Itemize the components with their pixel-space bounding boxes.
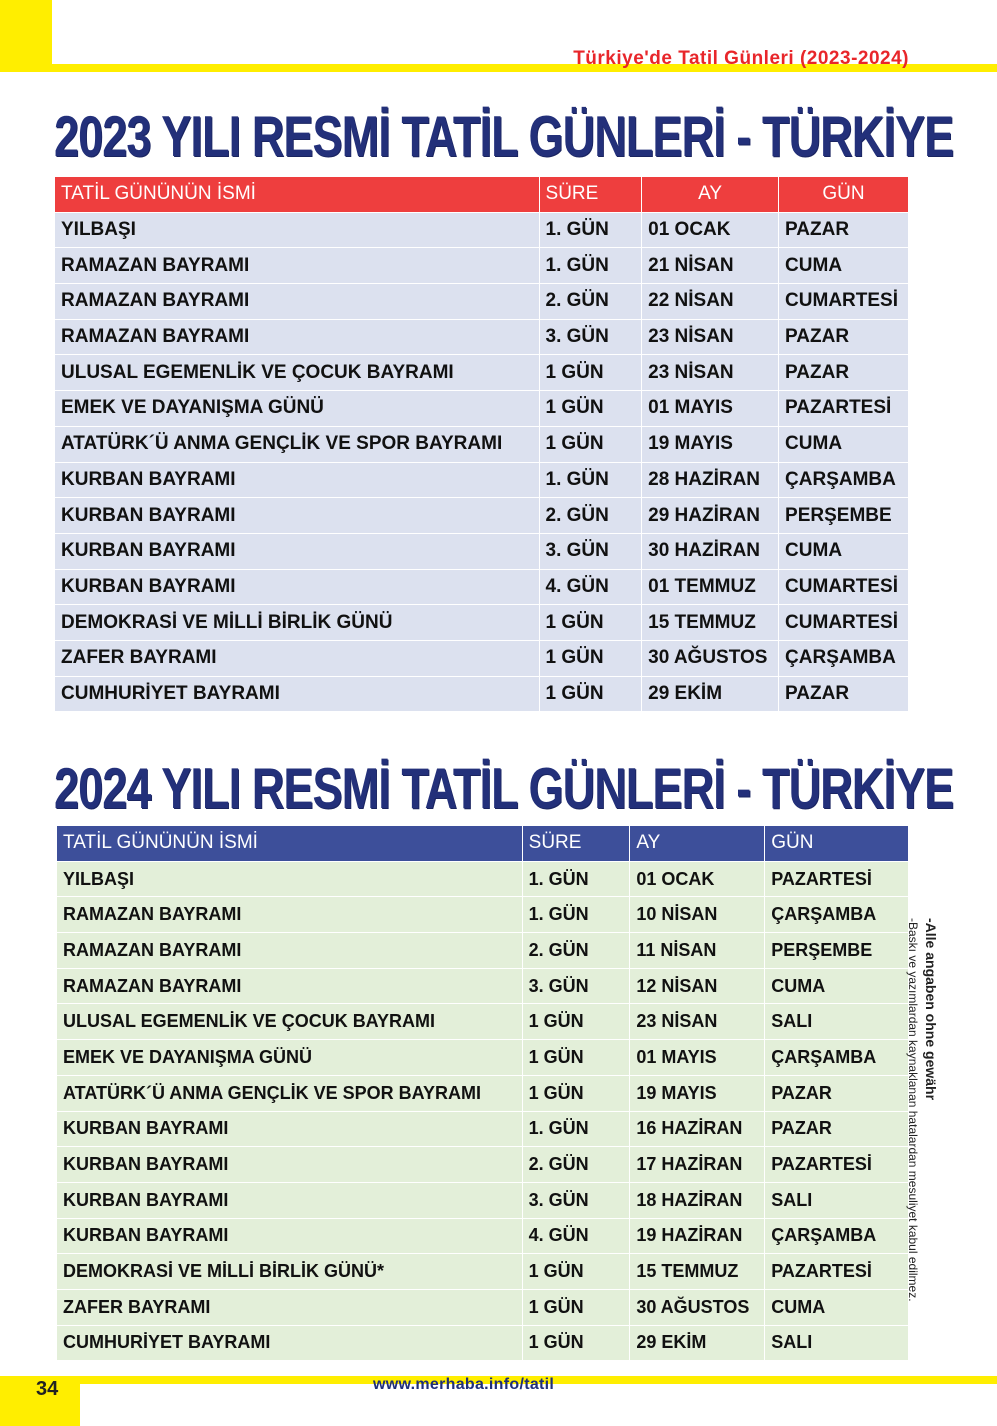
yellow-corner-top: [0, 0, 52, 72]
holiday-name-cell: YILBAŞI: [57, 861, 523, 897]
table-row: [55, 533, 909, 569]
duration-cell: 1 GÜN: [522, 1040, 630, 1076]
month-cell: 29 EKİM: [630, 1325, 765, 1361]
column-header-month: AY: [642, 177, 779, 213]
month-cell: 15 TEMMUZ: [630, 1254, 765, 1290]
table-row: [57, 897, 909, 933]
table-row: [55, 391, 909, 427]
holiday-name-cell: CUMHURİYET BAYRAMI: [55, 676, 540, 712]
duration-cell: 1. GÜN: [522, 1111, 630, 1147]
table-row: [55, 248, 909, 284]
month-cell: 19 MAYIS: [630, 1075, 765, 1111]
holiday-name-cell: ULUSAL EGEMENLİK VE ÇOCUK BAYRAMI: [55, 355, 540, 391]
table-row: [57, 1147, 909, 1183]
holiday-name-cell: KURBAN BAYRAMI: [57, 1111, 523, 1147]
weekday-cell: ÇARŞAMBA: [765, 1218, 909, 1254]
holiday-name-cell: RAMAZAN BAYRAMI: [57, 968, 523, 1004]
table-row: [57, 1254, 909, 1290]
table-row: [55, 355, 909, 391]
holiday-name-cell: ULUSAL EGEMENLİK VE ÇOCUK BAYRAMI: [57, 1004, 523, 1040]
weekday-cell: CUMA: [765, 968, 909, 1004]
table-row: [55, 676, 909, 712]
weekday-cell: CUMARTESİ: [779, 569, 909, 605]
column-header-month: AY: [630, 826, 765, 862]
month-cell: 23 NİSAN: [630, 1004, 765, 1040]
holiday-name-cell: EMEK VE DAYANIŞMA GÜNÜ: [55, 391, 540, 427]
month-cell: 30 HAZİRAN: [642, 533, 779, 569]
table-row: [57, 1182, 909, 1218]
holiday-name-cell: ZAFER BAYRAMI: [55, 640, 540, 676]
holiday-name-cell: DEMOKRASİ VE MİLLİ BİRLİK GÜNÜ*: [57, 1254, 523, 1290]
duration-cell: 3. GÜN: [522, 1182, 630, 1218]
holiday-name-cell: KURBAN BAYRAMI: [55, 498, 540, 534]
duration-cell: 1 GÜN: [522, 1289, 630, 1325]
holiday-name-cell: KURBAN BAYRAMI: [57, 1182, 523, 1218]
disclaimer-note: [900, 918, 940, 1378]
duration-cell: 4. GÜN: [539, 569, 642, 605]
month-cell: 19 MAYIS: [642, 426, 779, 462]
month-cell: 28 HAZİRAN: [642, 462, 779, 498]
holiday-name-cell: ATATÜRK´Ü ANMA GENÇLİK VE SPOR BAYRAMI: [55, 426, 540, 462]
title-2023-text: 2023 YILI RESMİ TATİL GÜNLERİ - TÜRKİYE: [54, 104, 954, 169]
page-number: 34: [36, 1378, 59, 1400]
holiday-name-cell: CUMHURİYET BAYRAMI: [57, 1325, 523, 1361]
weekday-cell: ÇARŞAMBA: [779, 462, 909, 498]
duration-cell: 3. GÜN: [522, 968, 630, 1004]
month-cell: 29 HAZİRAN: [642, 498, 779, 534]
duration-cell: 1 GÜN: [522, 1004, 630, 1040]
duration-cell: 1 GÜN: [539, 605, 642, 641]
disclaimer-line-2: -Baskı ve yazımlardan kaynaklanan hatalardan mesuliyet kabul edilmez.: [906, 918, 920, 1302]
weekday-cell: PERŞEMBE: [779, 498, 909, 534]
month-cell: 12 NİSAN: [630, 968, 765, 1004]
weekday-cell: ÇARŞAMBA: [779, 640, 909, 676]
table-row: [55, 284, 909, 320]
month-cell: 30 AĞUSTOS: [642, 640, 779, 676]
disclaimer-line-1: -Alle angaben ohne gewähr: [923, 918, 939, 1101]
table-row: [55, 462, 909, 498]
table-row: [55, 212, 909, 248]
duration-cell: 2. GÜN: [539, 284, 642, 320]
weekday-cell: PAZARTESİ: [765, 1254, 909, 1290]
holiday-name-cell: RAMAZAN BAYRAMI: [57, 933, 523, 969]
duration-cell: 1 GÜN: [539, 391, 642, 427]
holiday-name-cell: KURBAN BAYRAMI: [57, 1147, 523, 1183]
weekday-cell: SALI: [765, 1325, 909, 1361]
duration-cell: 4. GÜN: [522, 1218, 630, 1254]
month-cell: 22 NİSAN: [642, 284, 779, 320]
duration-cell: 1 GÜN: [522, 1254, 630, 1290]
duration-cell: 1 GÜN: [539, 640, 642, 676]
table-row: [57, 1289, 909, 1325]
weekday-cell: SALI: [765, 1004, 909, 1040]
duration-cell: 1 GÜN: [522, 1325, 630, 1361]
holiday-name-cell: KURBAN BAYRAMI: [55, 569, 540, 605]
duration-cell: 2. GÜN: [522, 933, 630, 969]
holiday-name-cell: ATATÜRK´Ü ANMA GENÇLİK VE SPOR BAYRAMI: [57, 1075, 523, 1111]
table-row: [57, 861, 909, 897]
table-body-2024: [57, 861, 909, 1361]
duration-cell: 2. GÜN: [522, 1147, 630, 1183]
month-cell: 29 EKİM: [642, 676, 779, 712]
month-cell: 01 OCAK: [642, 212, 779, 248]
weekday-cell: PAZARTESİ: [779, 391, 909, 427]
holiday-name-cell: KURBAN BAYRAMI: [57, 1218, 523, 1254]
duration-cell: 1. GÜN: [539, 248, 642, 284]
table-header-row: [55, 177, 909, 213]
weekday-cell: SALI: [765, 1182, 909, 1218]
footer-url-link[interactable]: www.merhaba.info/tatil: [373, 1376, 555, 1393]
title-2024: [54, 755, 954, 821]
month-cell: 19 HAZİRAN: [630, 1218, 765, 1254]
month-cell: 01 TEMMUZ: [642, 569, 779, 605]
month-cell: 16 HAZİRAN: [630, 1111, 765, 1147]
month-cell: 10 NİSAN: [630, 897, 765, 933]
table-row: [55, 569, 909, 605]
table-body-2023: [55, 212, 909, 712]
month-cell: 18 HAZİRAN: [630, 1182, 765, 1218]
table-row: [55, 640, 909, 676]
weekday-cell: PAZAR: [765, 1075, 909, 1111]
month-cell: 01 MAYIS: [642, 391, 779, 427]
duration-cell: 1. GÜN: [522, 861, 630, 897]
month-cell: 30 AĞUSTOS: [630, 1289, 765, 1325]
table-row: [55, 498, 909, 534]
weekday-cell: CUMA: [765, 1289, 909, 1325]
weekday-cell: PAZARTESİ: [765, 861, 909, 897]
weekday-cell: ÇARŞAMBA: [765, 1040, 909, 1076]
column-header-duration: SÜRE: [522, 826, 630, 862]
holidays-table-2024: [56, 825, 909, 1361]
table-row: [55, 605, 909, 641]
table-row: [57, 1004, 909, 1040]
duration-cell: 1 GÜN: [539, 426, 642, 462]
holiday-name-cell: ZAFER BAYRAMI: [57, 1289, 523, 1325]
table-row: [57, 1040, 909, 1076]
weekday-cell: PAZAR: [779, 676, 909, 712]
month-cell: 15 TEMMUZ: [642, 605, 779, 641]
header-title: Türkiye'de Tatil Günleri (2023-2024): [573, 48, 909, 69]
table-header-row: [57, 826, 909, 862]
weekday-cell: CUMA: [779, 533, 909, 569]
weekday-cell: CUMA: [779, 248, 909, 284]
weekday-cell: PAZAR: [779, 212, 909, 248]
duration-cell: 1. GÜN: [539, 212, 642, 248]
month-cell: 01 OCAK: [630, 861, 765, 897]
weekday-cell: PAZARTESİ: [765, 1147, 909, 1183]
holiday-name-cell: RAMAZAN BAYRAMI: [55, 319, 540, 355]
holiday-name-cell: YILBAŞI: [55, 212, 540, 248]
holiday-name-cell: EMEK VE DAYANIŞMA GÜNÜ: [57, 1040, 523, 1076]
holiday-name-cell: RAMAZAN BAYRAMI: [55, 284, 540, 320]
holidays-table-2023: [54, 176, 909, 712]
month-cell: 23 NİSAN: [642, 319, 779, 355]
month-cell: 17 HAZİRAN: [630, 1147, 765, 1183]
table-row: [55, 426, 909, 462]
title-2024-text: 2024 YILI RESMİ TATİL GÜNLERİ - TÜRKİYE: [54, 756, 954, 821]
holiday-name-cell: KURBAN BAYRAMI: [55, 462, 540, 498]
duration-cell: 1. GÜN: [539, 462, 642, 498]
month-cell: 21 NİSAN: [642, 248, 779, 284]
column-header-name: TATİL GÜNÜNÜN İSMİ: [55, 177, 540, 213]
table-row: [55, 319, 909, 355]
duration-cell: 1. GÜN: [522, 897, 630, 933]
holiday-name-cell: KURBAN BAYRAMI: [55, 533, 540, 569]
column-header-day: GÜN: [779, 177, 909, 213]
table-row: [57, 1075, 909, 1111]
holiday-name-cell: RAMAZAN BAYRAMI: [55, 248, 540, 284]
month-cell: 23 NİSAN: [642, 355, 779, 391]
table-row: [57, 933, 909, 969]
table-row: [57, 1111, 909, 1147]
column-header-duration: SÜRE: [539, 177, 642, 213]
weekday-cell: ÇARŞAMBA: [765, 897, 909, 933]
weekday-cell: PAZAR: [779, 319, 909, 355]
duration-cell: 2. GÜN: [539, 498, 642, 534]
duration-cell: 3. GÜN: [539, 533, 642, 569]
month-cell: 11 NİSAN: [630, 933, 765, 969]
table-row: [57, 1325, 909, 1361]
holiday-name-cell: DEMOKRASİ VE MİLLİ BİRLİK GÜNÜ: [55, 605, 540, 641]
duration-cell: 1 GÜN: [539, 676, 642, 712]
column-header-day: GÜN: [765, 826, 909, 862]
weekday-cell: CUMA: [779, 426, 909, 462]
weekday-cell: PAZAR: [765, 1111, 909, 1147]
month-cell: 01 MAYIS: [630, 1040, 765, 1076]
duration-cell: 1 GÜN: [522, 1075, 630, 1111]
table-row: [57, 1218, 909, 1254]
title-2023: [54, 103, 954, 169]
weekday-cell: CUMARTESİ: [779, 605, 909, 641]
weekday-cell: CUMARTESİ: [779, 284, 909, 320]
weekday-cell: PERŞEMBE: [765, 933, 909, 969]
table-row: [57, 968, 909, 1004]
holiday-name-cell: RAMAZAN BAYRAMI: [57, 897, 523, 933]
column-header-name: TATİL GÜNÜNÜN İSMİ: [57, 826, 523, 862]
duration-cell: 3. GÜN: [539, 319, 642, 355]
weekday-cell: PAZAR: [779, 355, 909, 391]
duration-cell: 1 GÜN: [539, 355, 642, 391]
